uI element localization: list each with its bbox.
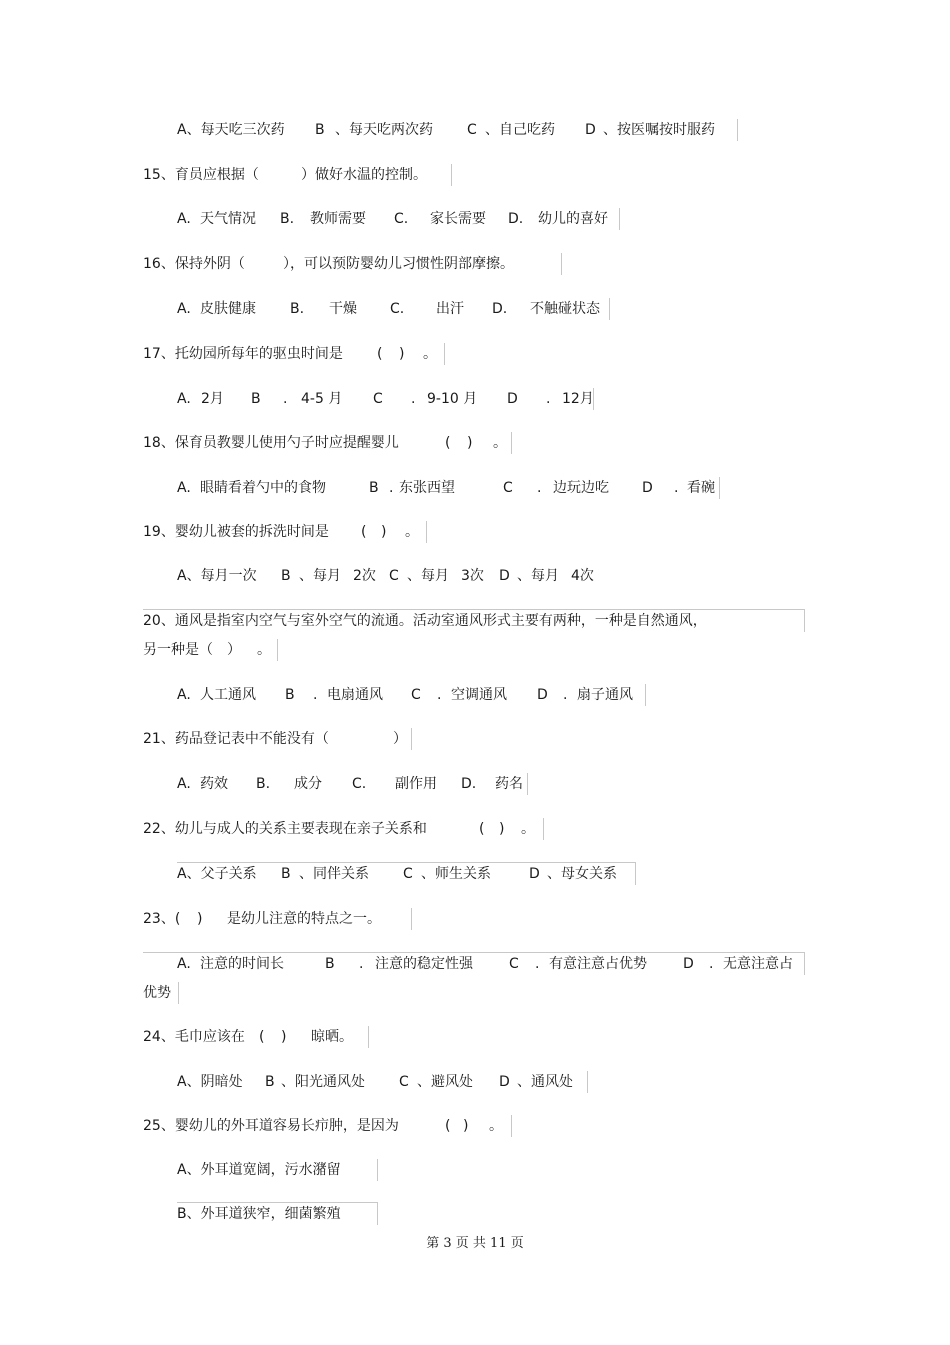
- text-fragment: A.: [177, 776, 191, 792]
- q14-options: [177, 119, 738, 141]
- text-fragment: (: [445, 435, 451, 451]
- text-fragment: 19、婴幼儿被套的拆洗时间是: [143, 524, 329, 540]
- text-fragment: B: [251, 391, 261, 407]
- text-fragment: D: [499, 568, 510, 584]
- text-fragment: D.: [492, 301, 508, 317]
- text-fragment: (: [479, 821, 485, 837]
- text-fragment: 眼睛看着勺中的食物: [200, 480, 326, 496]
- q22-options: [177, 862, 636, 885]
- question-15: [143, 164, 452, 186]
- q24-options: [177, 1071, 588, 1093]
- text-fragment: B.: [256, 776, 271, 792]
- q21-options: [177, 773, 528, 795]
- text-fragment: C: [403, 866, 413, 882]
- text-fragment: 幼儿的喜好: [538, 211, 608, 227]
- text-fragment: C: [411, 687, 421, 703]
- text-fragment: 2次: [353, 568, 376, 584]
- text-fragment: 注意的稳定性强: [375, 956, 473, 972]
- text-fragment: 东张西望: [399, 480, 455, 496]
- text-fragment: 16、保持外阴（: [143, 256, 245, 272]
- text-fragment: 15、育员应根据（: [143, 167, 259, 183]
- text-fragment: (: [445, 1118, 451, 1134]
- q25-option-b: [177, 1202, 378, 1225]
- text-fragment: B: [315, 122, 325, 138]
- text-fragment: 、避风处: [417, 1074, 473, 1090]
- text-fragment: 另一种是（: [143, 642, 213, 658]
- question-25: [143, 1115, 512, 1137]
- text-fragment: 。: [257, 642, 271, 658]
- text-fragment: .: [359, 956, 364, 972]
- text-fragment: 扇子通风: [577, 687, 633, 703]
- text-fragment: 、同伴关系: [299, 866, 369, 882]
- text-fragment: 、每月: [299, 568, 341, 584]
- text-fragment: ）: [227, 642, 241, 658]
- text-fragment: 18、保育员教婴儿使用勺子时应提醒婴儿: [143, 435, 399, 451]
- question-20-line-2: [143, 639, 278, 661]
- text-fragment: 。: [423, 346, 437, 362]
- question-24: [143, 1026, 369, 1048]
- text-fragment: A、每天吃三次药: [177, 122, 285, 138]
- text-fragment: A.: [177, 956, 191, 972]
- text-fragment: B: [281, 568, 291, 584]
- text-fragment: 药名: [495, 776, 523, 792]
- text-fragment: .: [313, 687, 318, 703]
- text-fragment: 2月: [201, 391, 224, 407]
- text-fragment: A.: [177, 480, 191, 496]
- text-fragment: 晾晒。: [311, 1029, 353, 1045]
- text-fragment: 、每月: [407, 568, 449, 584]
- text-fragment: .: [546, 391, 551, 407]
- text-fragment: ），可以预防婴幼儿习惯性阴部摩擦。: [283, 256, 514, 272]
- question-16: [143, 253, 562, 275]
- text-fragment: C.: [390, 301, 405, 317]
- text-fragment: 。: [493, 435, 507, 451]
- text-fragment: 空调通风: [451, 687, 507, 703]
- text-fragment: ): [197, 911, 203, 927]
- text-fragment: .: [283, 391, 288, 407]
- text-fragment: B: [369, 480, 379, 496]
- text-fragment: .: [563, 687, 568, 703]
- text-fragment: 看碗: [687, 480, 715, 496]
- question-21: [143, 728, 412, 750]
- text-fragment: 是幼儿注意的特点之一。: [227, 911, 381, 927]
- text-fragment: 干燥: [329, 301, 357, 317]
- text-fragment: (: [259, 1029, 265, 1045]
- text-fragment: B.: [280, 211, 295, 227]
- q16-options: [177, 298, 610, 320]
- text-fragment: A、父子关系: [177, 866, 257, 882]
- text-fragment: 17、托幼园所每年的驱虫时间是: [143, 346, 343, 362]
- text-fragment: 。: [521, 821, 535, 837]
- text-fragment: ）做好水温的控制。: [301, 167, 427, 183]
- text-fragment: B: [281, 866, 291, 882]
- text-fragment: 22、幼儿与成人的关系主要表现在亲子关系和: [143, 821, 427, 837]
- text-fragment: 无意注意占: [723, 956, 793, 972]
- text-fragment: 有意注意占优势: [549, 956, 647, 972]
- text-fragment: D: [683, 956, 694, 972]
- text-fragment: C: [503, 480, 513, 496]
- text-fragment: ）: [393, 731, 407, 747]
- question-23: [143, 908, 412, 930]
- text-fragment: B.: [290, 301, 305, 317]
- text-fragment: 家长需要: [430, 211, 486, 227]
- q23-options-line-2: [143, 982, 179, 1004]
- text-fragment: B: [265, 1074, 275, 1090]
- question-20-line-1: [143, 609, 805, 632]
- text-fragment: D.: [461, 776, 477, 792]
- text-fragment: 、每天吃两次药: [335, 122, 433, 138]
- text-fragment: D: [507, 391, 518, 407]
- text-fragment: C.: [352, 776, 367, 792]
- q20-options: [177, 684, 646, 706]
- text-fragment: C: [467, 122, 477, 138]
- question-22: [143, 818, 544, 840]
- q15-options: [177, 208, 620, 230]
- text-fragment: 、母女关系: [547, 866, 617, 882]
- text-fragment: 。: [489, 1118, 503, 1134]
- text-fragment: 21、药品登记表中不能没有（: [143, 731, 329, 747]
- text-fragment: A.: [177, 301, 191, 317]
- text-fragment: 4次: [571, 568, 594, 584]
- text-fragment: D: [529, 866, 540, 882]
- text-fragment: 3次: [461, 568, 484, 584]
- text-fragment: 优势: [143, 985, 171, 1001]
- text-fragment: A、每月一次: [177, 568, 257, 584]
- text-fragment: C: [509, 956, 519, 972]
- text-fragment: ): [399, 346, 405, 362]
- text-fragment: A.: [177, 211, 191, 227]
- text-fragment: (: [361, 524, 367, 540]
- text-fragment: ): [499, 821, 505, 837]
- text-fragment: 20、通风是指室内空气与室外空气的流通。活动室通风形式主要有两种，一种是自然通风，: [143, 613, 707, 629]
- text-fragment: 4-5 月: [301, 391, 343, 407]
- text-fragment: B、外耳道狭窄，细菌繁殖: [177, 1206, 341, 1222]
- text-fragment: 9-10 月: [427, 391, 478, 407]
- text-fragment: 人工通风: [200, 687, 256, 703]
- q17-options: [177, 388, 594, 410]
- text-fragment: .: [674, 480, 679, 496]
- text-fragment: 、按医嘱按时服药: [603, 122, 715, 138]
- question-18: [143, 432, 512, 454]
- text-fragment: D: [537, 687, 548, 703]
- text-fragment: 注意的时间长: [200, 956, 284, 972]
- text-fragment: 、阳光通风处: [281, 1074, 365, 1090]
- text-fragment: 副作用: [395, 776, 437, 792]
- text-fragment: (: [377, 346, 383, 362]
- text-fragment: D: [499, 1074, 510, 1090]
- text-fragment: .: [709, 956, 714, 972]
- text-fragment: 、师生关系: [421, 866, 491, 882]
- q25-option-a: [177, 1159, 378, 1181]
- text-fragment: D: [585, 122, 596, 138]
- q19-options: [177, 565, 595, 587]
- text-fragment: ): [281, 1029, 287, 1045]
- text-fragment: B: [325, 956, 335, 972]
- text-fragment: 不触碰状态: [530, 301, 600, 317]
- text-fragment: 、每月: [517, 568, 559, 584]
- text-fragment: 出汗: [436, 301, 464, 317]
- text-fragment: .: [411, 391, 416, 407]
- text-fragment: A、阴暗处: [177, 1074, 243, 1090]
- text-fragment: 电扇通风: [327, 687, 383, 703]
- text-fragment: .: [537, 480, 542, 496]
- text-fragment: 24、毛巾应该在: [143, 1029, 245, 1045]
- text-fragment: 皮肤健康: [200, 301, 256, 317]
- text-fragment: 教师需要: [310, 211, 366, 227]
- text-fragment: A.: [177, 687, 191, 703]
- text-fragment: A、外耳道宽阔，污水潴留: [177, 1162, 341, 1178]
- text-fragment: A.: [177, 391, 191, 407]
- text-fragment: B: [285, 687, 295, 703]
- text-fragment: 天气情况: [200, 211, 256, 227]
- text-fragment: 、通风处: [517, 1074, 573, 1090]
- text-fragment: 12月: [562, 391, 594, 407]
- text-fragment: 药效: [200, 776, 228, 792]
- text-fragment: D.: [508, 211, 524, 227]
- text-fragment: C.: [394, 211, 409, 227]
- text-fragment: C: [389, 568, 399, 584]
- text-fragment: C: [373, 391, 383, 407]
- text-fragment: 、自己吃药: [485, 122, 555, 138]
- text-fragment: .: [389, 480, 394, 496]
- question-17: [143, 343, 445, 365]
- text-fragment: 23、(: [143, 911, 181, 927]
- text-fragment: 。: [405, 524, 419, 540]
- text-fragment: D: [642, 480, 653, 496]
- text-fragment: ): [467, 435, 473, 451]
- text-fragment: ): [463, 1118, 469, 1134]
- text-fragment: ): [381, 524, 387, 540]
- text-fragment: 25、婴幼儿的外耳道容易长疖肿，是因为: [143, 1118, 399, 1134]
- q23-options-line-1: [143, 952, 805, 975]
- text-fragment: .: [437, 687, 442, 703]
- text-fragment: .: [535, 956, 540, 972]
- page-footer: 第 3 页 共 11 页: [426, 1236, 524, 1251]
- text-fragment: 成分: [294, 776, 322, 792]
- q18-options: [177, 477, 720, 499]
- text-fragment: 边玩边吃: [553, 480, 609, 496]
- question-19: [143, 521, 427, 543]
- text-fragment: C: [399, 1074, 409, 1090]
